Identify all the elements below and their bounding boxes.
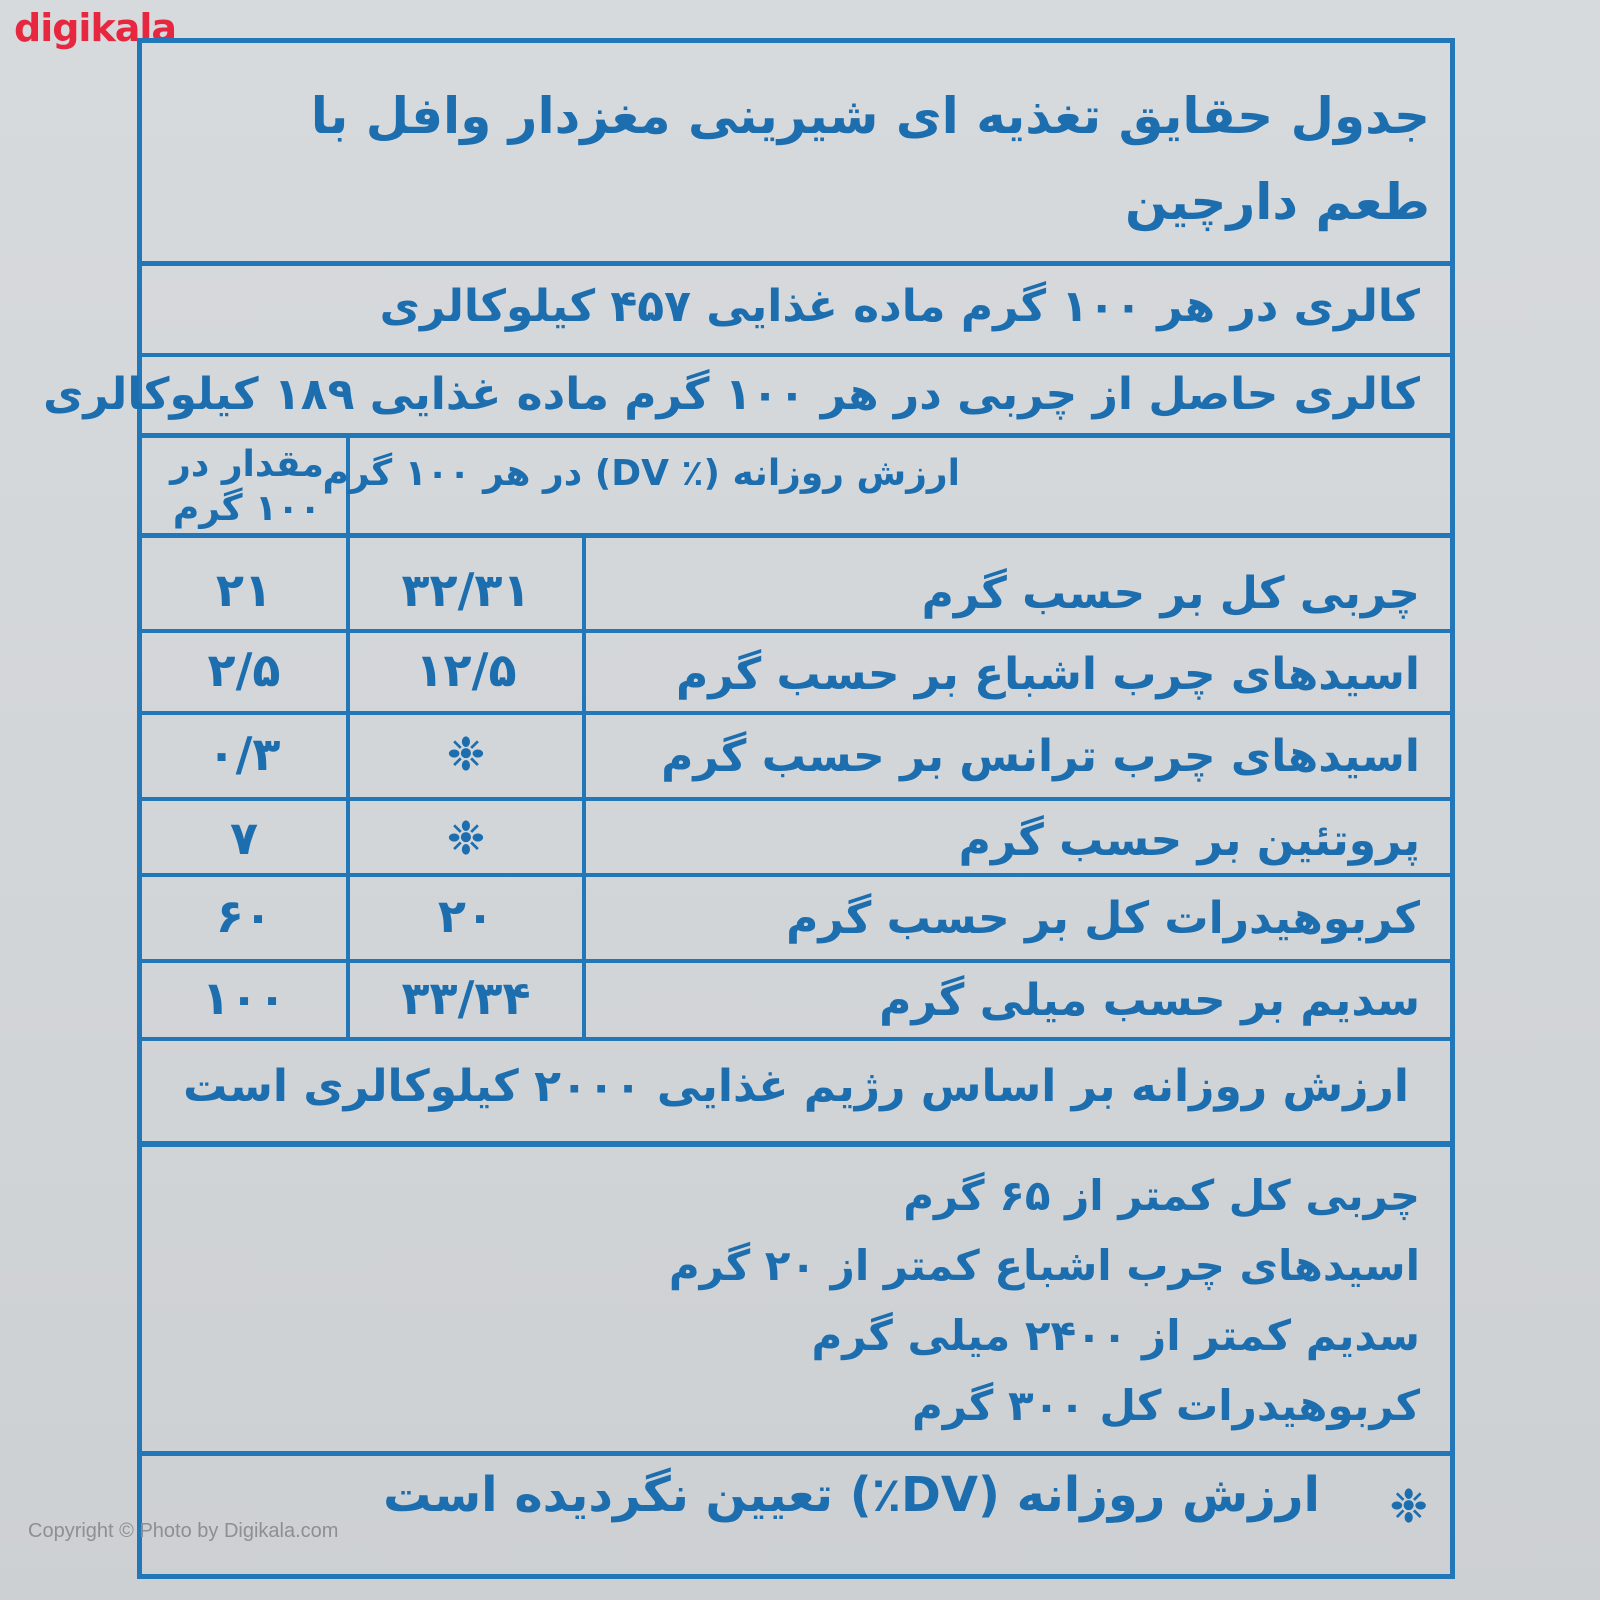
daily-value-basis-note: ارزش روزانه بر اساس رژیم غذایی ۲۰۰۰ کیلوکالری است: [183, 1061, 1409, 1112]
row-dv: ۲۰: [437, 889, 495, 943]
divider: [142, 353, 1450, 357]
row-divider: [142, 873, 1450, 877]
dv-header: ارزش روزانه (٪ DV) در هر ۱۰۰ گرم: [322, 453, 960, 494]
copyright-watermark: Copyright © Photo by Digikala.com: [28, 1520, 339, 1542]
row-amount: ۷: [229, 811, 259, 865]
label-title: جدول حقایق تغذیه ای شیرینی مغزدار وافل با طعم دارچین: [310, 87, 1430, 231]
row-dv: ۳۲/۳۱: [401, 563, 531, 617]
row-divider: [142, 1037, 1450, 1041]
row-amount: ۲/۵: [207, 643, 281, 697]
calories-line: کالری در هر ۱۰۰ گرم ماده غذایی ۴۵۷ کیلوکالری: [379, 281, 1420, 332]
amount-header: [162, 443, 332, 531]
digikala-logo: digikala: [14, 6, 177, 50]
nutrition-facts-label: [43, 38, 1455, 1579]
row-dv: ❉: [446, 811, 486, 865]
row-name: اسیدهای چرب ترانس بر حسب گرم: [661, 731, 1420, 782]
divider: [142, 433, 1450, 438]
row-amount: ۰/۳: [207, 727, 281, 781]
row-amount: ۱۰۰: [201, 971, 287, 1025]
row-name: کربوهیدرات کل بر حسب گرم: [786, 893, 1420, 944]
limit-line: اسیدهای چرب اشباع کمتر از ۲۰ گرم: [668, 1241, 1420, 1290]
row-dv: ❉: [446, 727, 486, 781]
amount-header-line2: ۱۰۰ گرم: [172, 488, 322, 529]
divider: [142, 1451, 1450, 1456]
amount-header-line1: مقدار در: [170, 444, 324, 485]
limit-line: سدیم کمتر از ۲۴۰۰ میلی گرم: [811, 1311, 1420, 1360]
limit-line: کربوهیدرات کل ۳۰۰ گرم: [912, 1381, 1420, 1430]
row-amount: ۶۰: [215, 889, 273, 943]
fat-calories-line: کالری حاصل از چربی در هر ۱۰۰ گرم ماده غذایی ۱۸۹ کیلوکالری: [43, 369, 1420, 420]
row-name: اسیدهای چرب اشباع بر حسب گرم: [675, 649, 1420, 700]
limit-line: چربی کل کمتر از ۶۵ گرم: [903, 1171, 1420, 1220]
row-name: چربی کل بر حسب گرم: [921, 568, 1420, 619]
footnote-text: ارزش روزانه (DV٪) تعیین نگردیده است: [383, 1467, 1320, 1523]
row-divider: [142, 629, 1450, 633]
divider: [142, 533, 1450, 538]
footnote-asterisk-icon: ❉: [1389, 1479, 1428, 1533]
row-amount: ۲۱: [215, 563, 273, 617]
row-name: سدیم بر حسب میلی گرم: [879, 975, 1420, 1026]
row-dv: ۳۳/۳۴: [401, 971, 531, 1025]
divider: [142, 1141, 1450, 1147]
row-divider: [142, 797, 1450, 801]
row-divider: [142, 959, 1450, 963]
row-dv: ۱۲/۵: [415, 643, 517, 697]
divider: [142, 261, 1450, 266]
row-divider: [142, 711, 1450, 715]
row-name: پروتئین بر حسب گرم: [958, 815, 1420, 866]
column-divider-dv: [582, 537, 586, 1041]
